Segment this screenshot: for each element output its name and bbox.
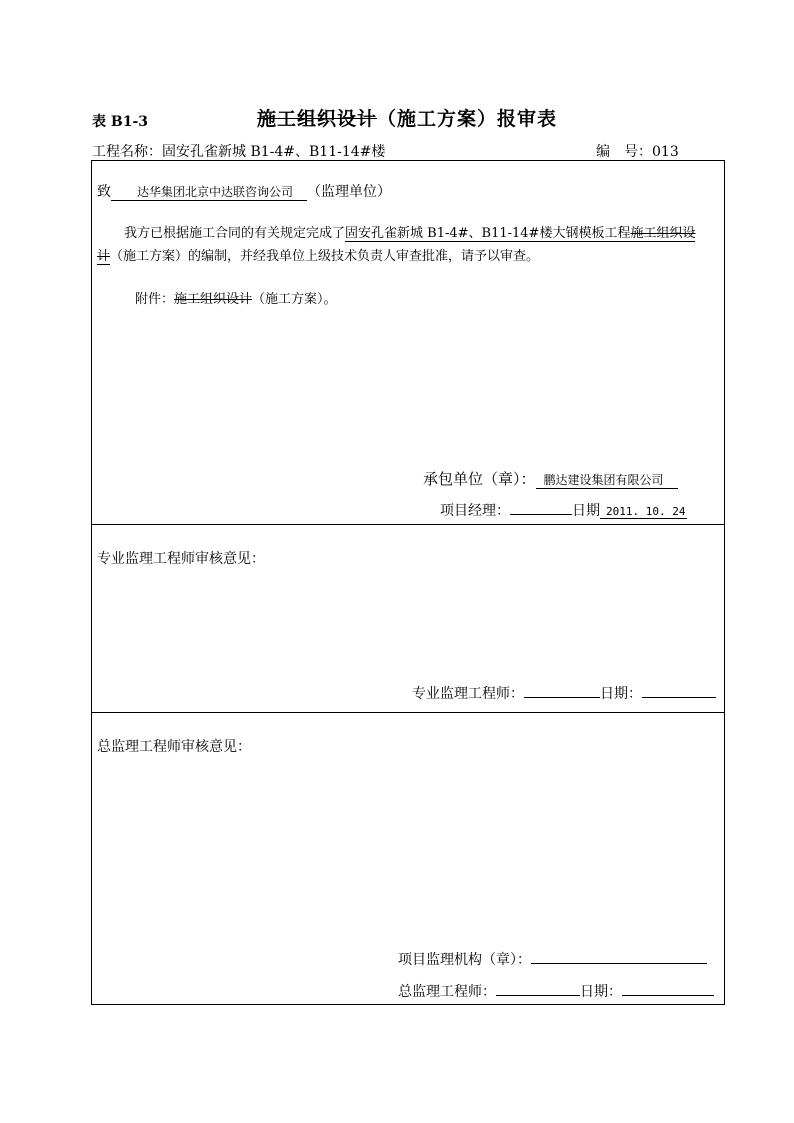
number-label: 编 号： bbox=[596, 144, 652, 160]
contractor-row bbox=[423, 468, 678, 489]
to-suffix: （监理单位） bbox=[307, 184, 392, 200]
attachment-label: 附件： bbox=[135, 292, 175, 307]
pm-label: 项目经理： bbox=[440, 503, 510, 519]
page-title bbox=[257, 104, 557, 131]
supervisor-name: 达华集团北京中达联咨询公司 bbox=[111, 183, 307, 201]
attachment-row bbox=[135, 288, 337, 307]
org-seal-line bbox=[531, 949, 707, 964]
number-value: 013 bbox=[652, 144, 679, 160]
specialist-date-label: 日期： bbox=[600, 686, 642, 702]
body-line-1 bbox=[124, 222, 695, 242]
attachment-struck: 施工组织设计 bbox=[174, 292, 253, 307]
specialist-signature-line bbox=[524, 683, 600, 698]
body-line-2 bbox=[97, 245, 539, 265]
body-line2-text: （施工方案）的编制，并经我单位上级技术负责人审查批准，请予以审查。 bbox=[110, 249, 540, 264]
specialist-engineer-label: 专业监理工程师： bbox=[412, 686, 524, 702]
project-name: 固安孔雀新城 B1-4#、B11-14#楼 bbox=[162, 144, 386, 160]
title-rest: （施工方案）报审表 bbox=[377, 108, 558, 130]
contractor-name: 鹏达建设集团有限公司 bbox=[536, 471, 678, 489]
project-label: 工程名称： bbox=[92, 144, 162, 160]
contractor-label: 承包单位（章）： bbox=[423, 470, 536, 488]
chief-signature-line bbox=[496, 981, 580, 996]
to-prefix: 致 bbox=[97, 184, 111, 200]
body-line1-struck: 施工组织设 bbox=[630, 222, 695, 242]
specialist-date-line bbox=[642, 683, 716, 698]
form-code: 表 B1-3 bbox=[92, 114, 148, 130]
addressee-row bbox=[97, 181, 391, 201]
chief-date-line bbox=[622, 981, 714, 996]
project-name-row bbox=[92, 141, 385, 161]
body-line1-text: 我方已根据施工合同的有关规定完成了 bbox=[124, 226, 346, 241]
form-table bbox=[91, 160, 725, 1005]
chief-signature-row bbox=[398, 981, 714, 1001]
chief-date-label: 日期： bbox=[580, 984, 622, 1000]
specialist-opinion-title: 专业监理工程师审核意见： bbox=[97, 551, 265, 567]
chief-opinion-title: 总监理工程师审核意见： bbox=[97, 739, 251, 755]
pm-signature-line bbox=[510, 500, 572, 515]
attachment-rest: （施工方案）。 bbox=[252, 292, 337, 307]
section-divider-2 bbox=[92, 712, 724, 713]
body-line2-struck: 计 bbox=[97, 245, 110, 265]
chief-engineer-label: 总监理工程师： bbox=[398, 984, 496, 1000]
number-row bbox=[596, 141, 679, 161]
org-seal-label: 项目监理机构（章）： bbox=[398, 952, 531, 968]
pm-date-value: 2011. 10. 24 bbox=[600, 505, 687, 519]
pm-date-label: 日期 bbox=[572, 503, 600, 519]
specialist-signature-row bbox=[412, 683, 716, 703]
org-seal-row bbox=[398, 949, 707, 969]
body-line1-project: 固安孔雀新城 B1-4#、B11-14#楼大钢模板工程 bbox=[345, 222, 630, 242]
title-struck: 施工组织设计 bbox=[257, 108, 378, 130]
section-divider-1 bbox=[92, 524, 724, 525]
pm-row bbox=[440, 500, 687, 520]
